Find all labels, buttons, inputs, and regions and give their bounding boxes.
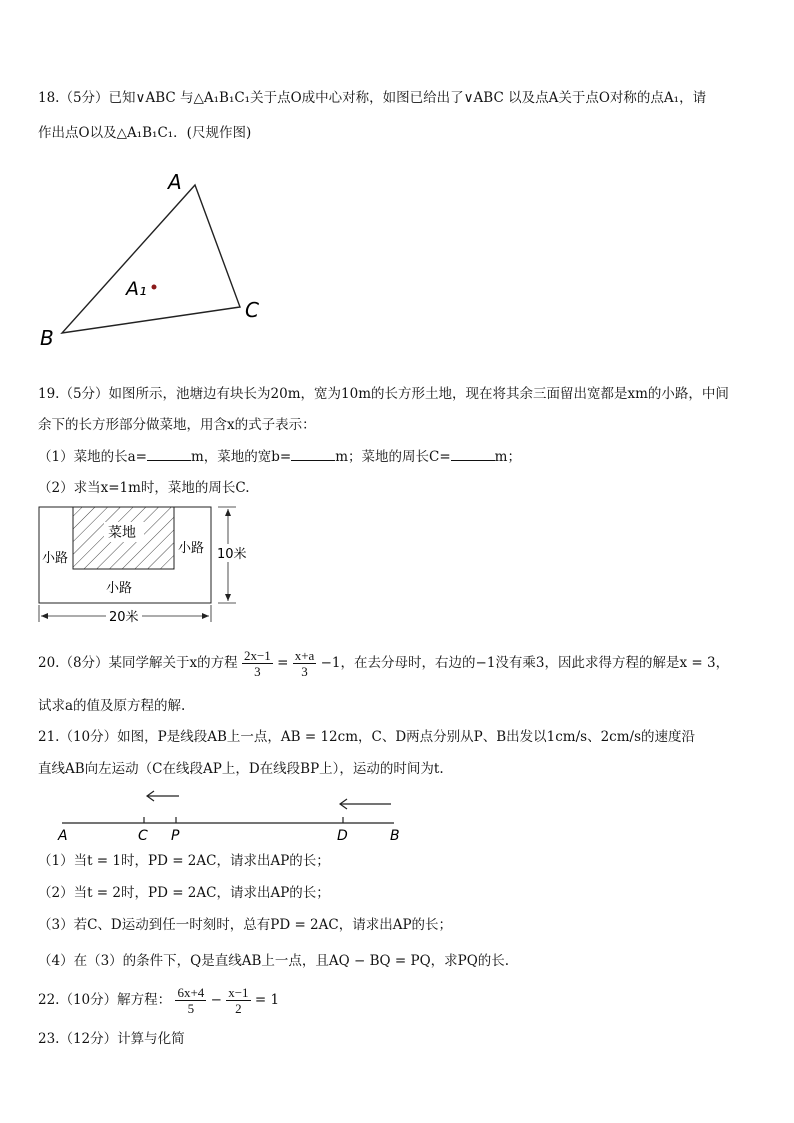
q21-line2: 直线AB向左运动（C在线段AP上，D在线段BP上），运动的时间为t. (38, 761, 444, 777)
q20-post: −1，在去分母时，右边的−1没有乘3，因此求得方程的解是x = 3， (320, 655, 730, 671)
q19-line1: 19.（5分）如图所示，池塘边有块长为20m，宽为10m的长方形土地，现在将其余三面留出宽都是xm的小路，中间 (38, 386, 729, 402)
q19-part2: （2）求当x=1m时，菜地的周长C. (38, 480, 250, 496)
label-b: B (40, 326, 54, 350)
q21-segment-figure (50, 784, 410, 846)
label-a: A (168, 170, 182, 194)
point-label-d: D (337, 828, 348, 844)
q22-frac2-num: x−1 (228, 985, 249, 1000)
q22-fraction-2 (226, 985, 250, 1016)
q19-part1 (38, 448, 521, 466)
q22-frac2-den: 2 (235, 1001, 242, 1016)
q20-pre: 20.（8分）某同学解关于x的方程 (38, 655, 238, 671)
q19-part1-a: （1）菜地的长a= (38, 449, 147, 465)
answer-blank-b[interactable] (291, 448, 335, 461)
answer-blank-a[interactable] (147, 448, 191, 461)
q22-minus: − (210, 992, 222, 1008)
q22-frac1-den: 5 (187, 1001, 195, 1016)
q22-post: = 1 (254, 992, 280, 1008)
q20-frac1-num: 2x−1 (243, 648, 271, 663)
q20-frac2-den: 3 (301, 664, 308, 679)
q18-line1: 18.（5分）已知∨ABC 与△A₁B₁C₁关于点O成中心对称，如图已给出了∨ABC 以及点A关于点O对称的点A₁，请 (38, 90, 707, 106)
q20-equals: = (277, 655, 289, 671)
length-dimension-label: 20米 (109, 610, 139, 624)
q21-part3: （3）若C、D运动到任一时刻时，总有PD = 2AC，请求出AP的长； (38, 917, 453, 933)
road-left-label: 小路 (42, 551, 69, 566)
q21-part1: （1）当t = 1时，PD = 2AC，请求出AP的长； (38, 853, 330, 869)
road-right-label: 小路 (178, 541, 205, 556)
point-label-a: A (58, 828, 68, 844)
point-label-p: P (171, 828, 180, 844)
q20-frac2-num: x+a (294, 648, 315, 663)
q18-line2: 作出点O以及△A₁B₁C₁．(尺规作图) (38, 125, 252, 141)
q19-line2: 余下的长方形部分做菜地，用含x的式子表示： (38, 417, 316, 433)
q20-frac1-den: 3 (254, 664, 261, 679)
q19-part1-b: m，菜地的宽b= (190, 449, 292, 465)
garden-label: 菜地 (108, 525, 136, 541)
q20-fraction-1 (242, 648, 273, 679)
q18-triangle-figure (30, 165, 280, 355)
triangle-abc (62, 185, 240, 333)
q20-line1 (38, 648, 729, 679)
q19-part1-c: m；菜地的周长C= (335, 449, 451, 465)
point-a1-dot (152, 285, 157, 290)
road-bottom-label: 小路 (106, 581, 133, 596)
q19-land-figure (36, 502, 256, 624)
answer-blank-c[interactable] (451, 448, 495, 461)
q19-part1-d: m； (494, 449, 521, 465)
point-label-c: C (138, 828, 148, 844)
q21-part2: （2）当t = 2时，PD = 2AC，请求出AP的长； (38, 885, 330, 901)
label-a1: A₁ (126, 278, 147, 300)
q22-frac1-num: 6x+4 (177, 985, 205, 1000)
q21-line1: 21.（10分）如图，P是线段AB上一点，AB = 12cm，C、D两点分别从P、B出发以1cm/s、2cm/s的速度沿 (38, 729, 696, 745)
q22-pre: 22.（10分）解方程： (38, 992, 172, 1008)
q22-line1 (38, 985, 279, 1016)
q21-part4: （4）在（3）的条件下，Q是直线AB上一点，且AQ − BQ = PQ，求PQ的长. (38, 953, 510, 969)
label-c: C (245, 298, 259, 322)
point-label-b: B (390, 828, 400, 844)
q20-fraction-2 (293, 648, 317, 679)
width-dimension-label: 10米 (217, 547, 247, 562)
q20-line2: 试求a的值及原方程的解. (38, 698, 186, 714)
q23-line1: 23.（12分）计算与化简 (38, 1031, 185, 1047)
q22-fraction-1 (175, 985, 206, 1016)
